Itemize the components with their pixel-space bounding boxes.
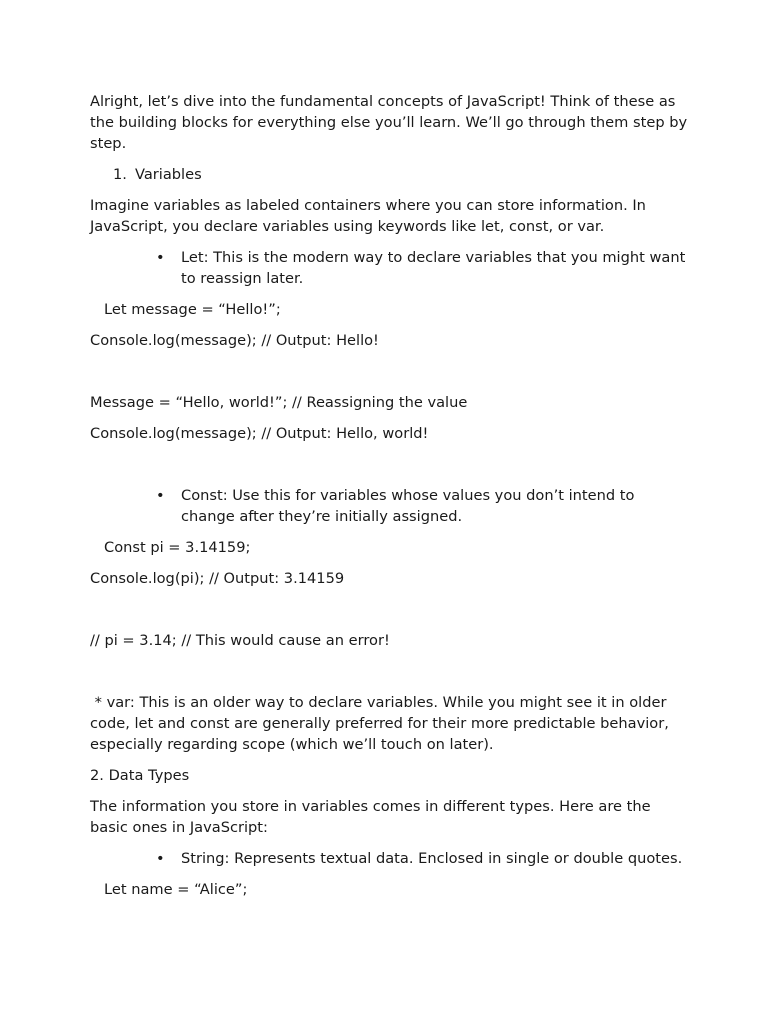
bullet-marker: • [156,850,165,867]
code-line: Console.log(message); // Output: Hello! [90,332,379,349]
section-title: Variables [135,166,202,183]
document-page [90,91,690,910]
blank-line [90,361,690,382]
blank-line [90,661,690,682]
intro-paragraph: Alright, let’s dive into the fundamental concepts of JavaScript! Think of these as the building blocks for everything else you’ll learn. We’ll go through them step by step. [90,93,688,152]
bullet-marker: • [156,487,165,504]
bullet-text: String: Represents textual data. Enclosed in single or double quotes. [181,850,683,867]
code-line: Message = “Hello, world!”; // Reassigning the value [90,394,468,411]
bullet-marker: • [156,249,165,266]
section-heading-variables [90,164,690,185]
bullet-let [90,247,690,289]
bullet-const [90,485,690,527]
bullet-text: Const: Use this for variables whose values you don’t intend to change after they’re initially assigned. [181,487,635,525]
bullet-text: Let: This is the modern way to declare variables that you might want to reassign later. [181,249,686,287]
variables-intro-paragraph: Imagine variables as labeled containers where you can store information. In JavaScript, you declare variables using keywords like let, const, or var. [90,197,646,235]
code-line: Let name = “Alice”; [104,881,248,898]
bullet-string [90,848,690,869]
list-number: 1. [113,166,127,183]
var-paragraph: * var: This is an older way to declare variables. While you might see it in older code, let and const are generally preferred for their more predictable behavior, especially regarding scope (which we’ll touch on later). [90,694,674,753]
data-types-intro-paragraph: The information you store in variables comes in different types. Here are the basic ones in JavaScript: [90,798,651,836]
section-heading-data-types: 2. Data Types [90,767,190,784]
code-line: Const pi = 3.14159; [104,539,251,556]
code-line: Let message = “Hello!”; [104,301,281,318]
blank-line [90,599,690,620]
blank-line [90,454,690,475]
code-line: Console.log(pi); // Output: 3.14159 [90,570,345,587]
code-line: // pi = 3.14; // This would cause an error! [90,632,390,649]
code-line: Console.log(message); // Output: Hello, world! [90,425,429,442]
